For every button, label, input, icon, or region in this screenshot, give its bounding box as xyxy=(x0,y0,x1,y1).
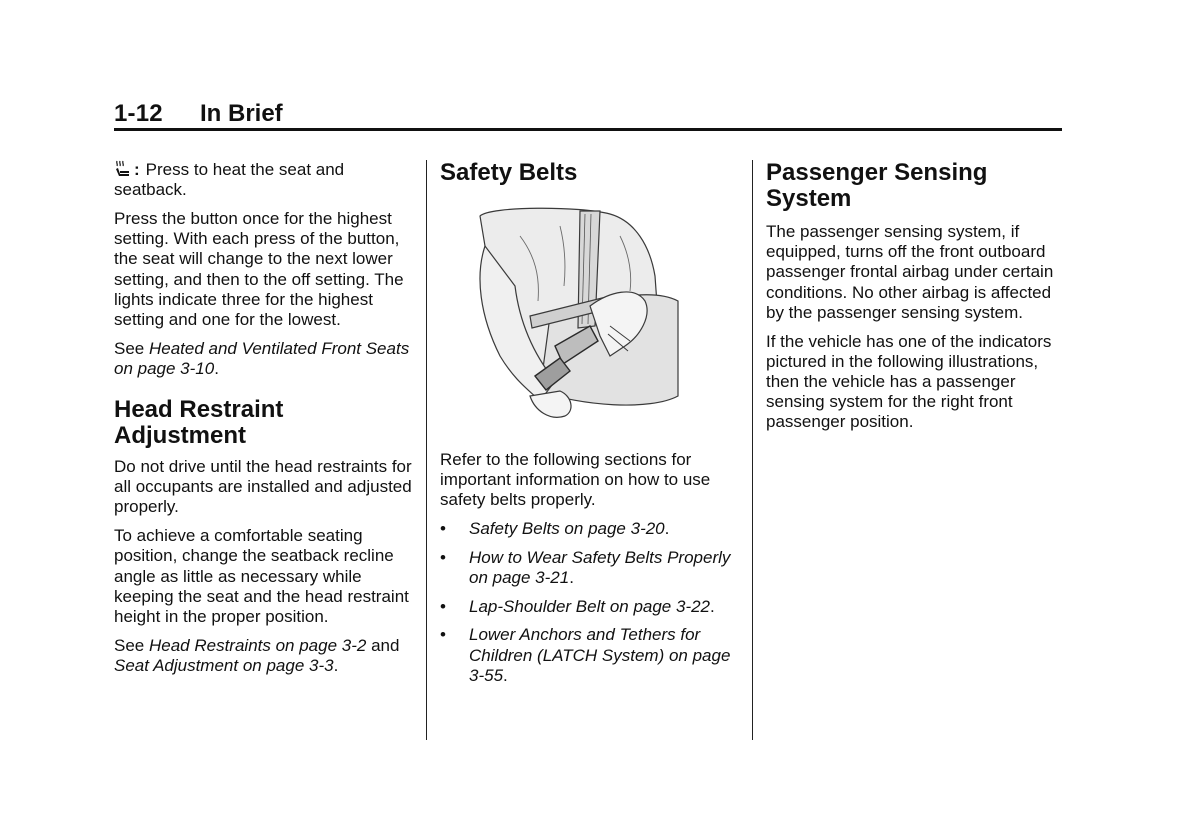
page-header xyxy=(114,100,1062,130)
see-middle: and xyxy=(366,635,400,655)
see-suffix: . xyxy=(333,655,339,675)
list-item xyxy=(440,548,742,588)
see-heated-seats-paragraph xyxy=(114,339,414,379)
page-number: 1-12 xyxy=(114,100,163,127)
passenger-sensing-paragraph-2: If the vehicle has one of the indicators pictured in the following illustrations, then the vehicle has a passenger sensing system for the right front passenger position. xyxy=(766,331,1052,432)
heat-button-text: Press to heat the seat and seatback. xyxy=(114,160,345,200)
icon-colon: : xyxy=(134,160,140,179)
safety-belts-link[interactable]: Safety Belts on page 3-20 xyxy=(469,519,665,539)
column-3 xyxy=(766,160,1062,441)
passenger-sensing-paragraph-1: The passenger sensing system, if equipped, turns off the front outboard passenger frontal airbag under certain conditions. No other airbag is affected by the passenger sensing system. xyxy=(766,222,1054,322)
column-divider-1 xyxy=(426,160,427,740)
column-2 xyxy=(440,160,742,695)
head-restraint-heading: Head Restraint Adjustment xyxy=(114,396,284,450)
passenger-sensing-heading: Passenger Sensing System xyxy=(766,159,988,212)
safety-belts-intro: Refer to the following sections for important information on how to use safety belts properly. xyxy=(440,450,711,510)
link-suffix: . xyxy=(664,519,670,539)
list-item xyxy=(440,625,742,686)
head-restraints-link[interactable]: Head Restraints on page 3-2 xyxy=(148,635,367,655)
see-prefix: See xyxy=(114,338,149,358)
see-suffix: . xyxy=(214,358,219,378)
latch-system-link[interactable]: Lower Anchors and Tethers for Children (LATCH System) on page 3-55 xyxy=(469,625,731,685)
link-suffix: . xyxy=(710,596,715,616)
link-suffix: . xyxy=(503,665,508,685)
lap-shoulder-belt-link[interactable]: Lap-Shoulder Belt on page 3-22 xyxy=(469,596,711,616)
list-item xyxy=(440,519,742,539)
bullet-icon: • xyxy=(440,625,446,645)
heated-seats-link[interactable]: Heated and Ventilated Front Seats on page 3-10 xyxy=(114,338,410,378)
see-head-restraints-paragraph xyxy=(114,636,414,676)
seat-adjustment-link[interactable]: Seat Adjustment on page 3-3 xyxy=(114,655,334,675)
heated-seat-icon xyxy=(114,160,132,178)
heated-seat-paragraph xyxy=(114,160,414,200)
link-suffix: . xyxy=(569,568,574,588)
safety-belts-list xyxy=(440,519,742,686)
safety-belts-heading: Safety Belts xyxy=(440,159,578,186)
safety-belt-illustration xyxy=(460,206,680,434)
bullet-icon: • xyxy=(440,596,446,616)
head-restraint-paragraph-2: To achieve a comfortable seating position, change the seatback recline angle as little as necessary while keeping the seat and the head restraint height in the proper position. xyxy=(114,526,409,626)
see-prefix: See xyxy=(114,635,149,655)
section-title: In Brief xyxy=(200,100,283,127)
header-rule xyxy=(114,128,1062,131)
how-to-wear-link[interactable]: How to Wear Safety Belts Properly on page 3-21 xyxy=(469,547,731,588)
list-item xyxy=(440,597,742,617)
column-1 xyxy=(114,160,414,685)
bullet-icon: • xyxy=(440,547,446,567)
column-divider-2 xyxy=(752,160,753,740)
bullet-icon: • xyxy=(440,519,446,539)
head-restraint-paragraph-1: Do not drive until the head restraints for all occupants are installed and adjusted properly. xyxy=(114,457,412,517)
press-button-paragraph: Press the button once for the highest setting. With each press of the button, the seat will change to the next lower setting, and then to the off setting. The lights indicate three for the highest setting and one for the lowest. xyxy=(114,208,404,329)
